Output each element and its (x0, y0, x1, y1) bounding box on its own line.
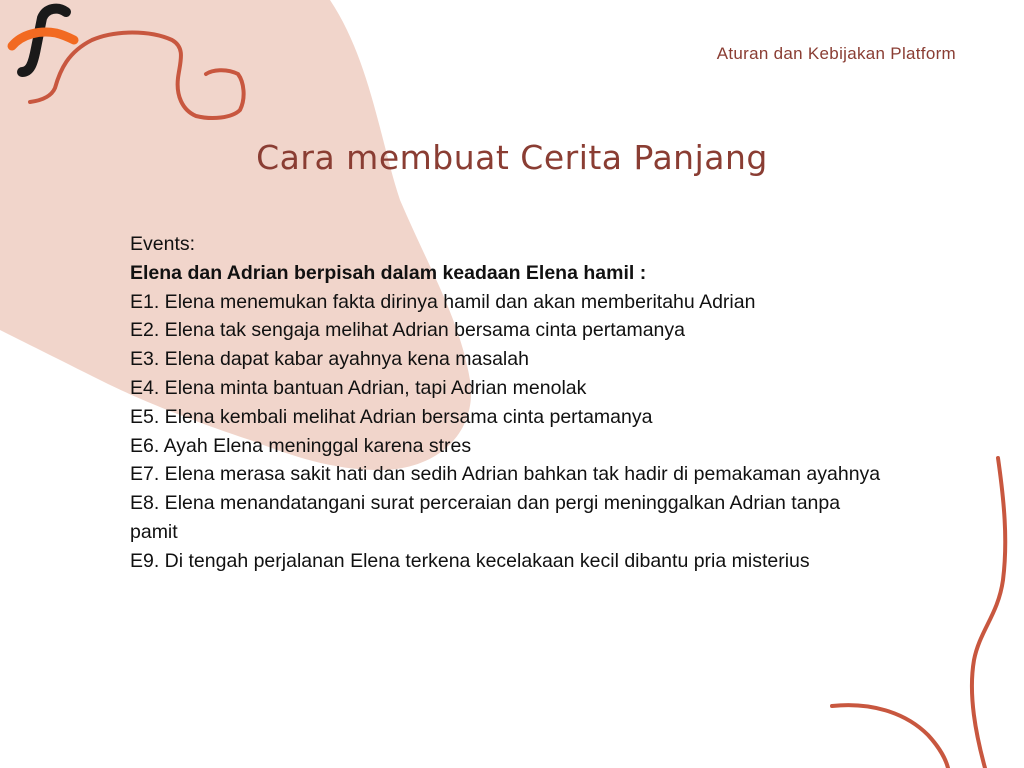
header-label: Aturan dan Kebijakan Platform (716, 44, 956, 63)
content-body (130, 230, 890, 576)
event-item-e1: E1. Elena menemukan fakta dirinya hamil dan akan memberitahu Adrian (130, 290, 756, 313)
event-item-e6: E6. Ayah Elena meninggal karena stres (130, 434, 472, 457)
event-item-e7: E7. Elena merasa sakit hati dan sedih Adrian bahkan tak hadir di pemakaman ayahnya (130, 463, 881, 486)
page-title: Cara membuat Cerita Panjang (256, 138, 768, 177)
event-item-e3: E3. Elena dapat kabar ayahnya kena masalah (130, 348, 529, 371)
event-item-e8: E8. Elena menandatangani surat perceraian dan pergi meninggalkan Adrian tanpa pamit (130, 492, 841, 543)
event-item-e2: E2. Elena tak sengaja melihat Adrian bersama cinta pertamanya (130, 319, 685, 342)
events-label: Events: (130, 233, 196, 255)
curve-line-bottom (832, 705, 948, 768)
event-item-e9: E9. Di tengah perjalanan Elena terkena kecelakaan kecil dibantu pria misterius (130, 549, 810, 572)
event-item-e5: E5. Elena kembali melihat Adrian bersama cinta pertamanya (130, 405, 653, 428)
events-subheading: Elena dan Adrian berpisah dalam keadaan Elena hamil : (130, 261, 647, 284)
event-item-e4: E4. Elena minta bantuan Adrian, tapi Adrian menolak (130, 376, 587, 399)
squiggle-line-right (972, 458, 1005, 768)
